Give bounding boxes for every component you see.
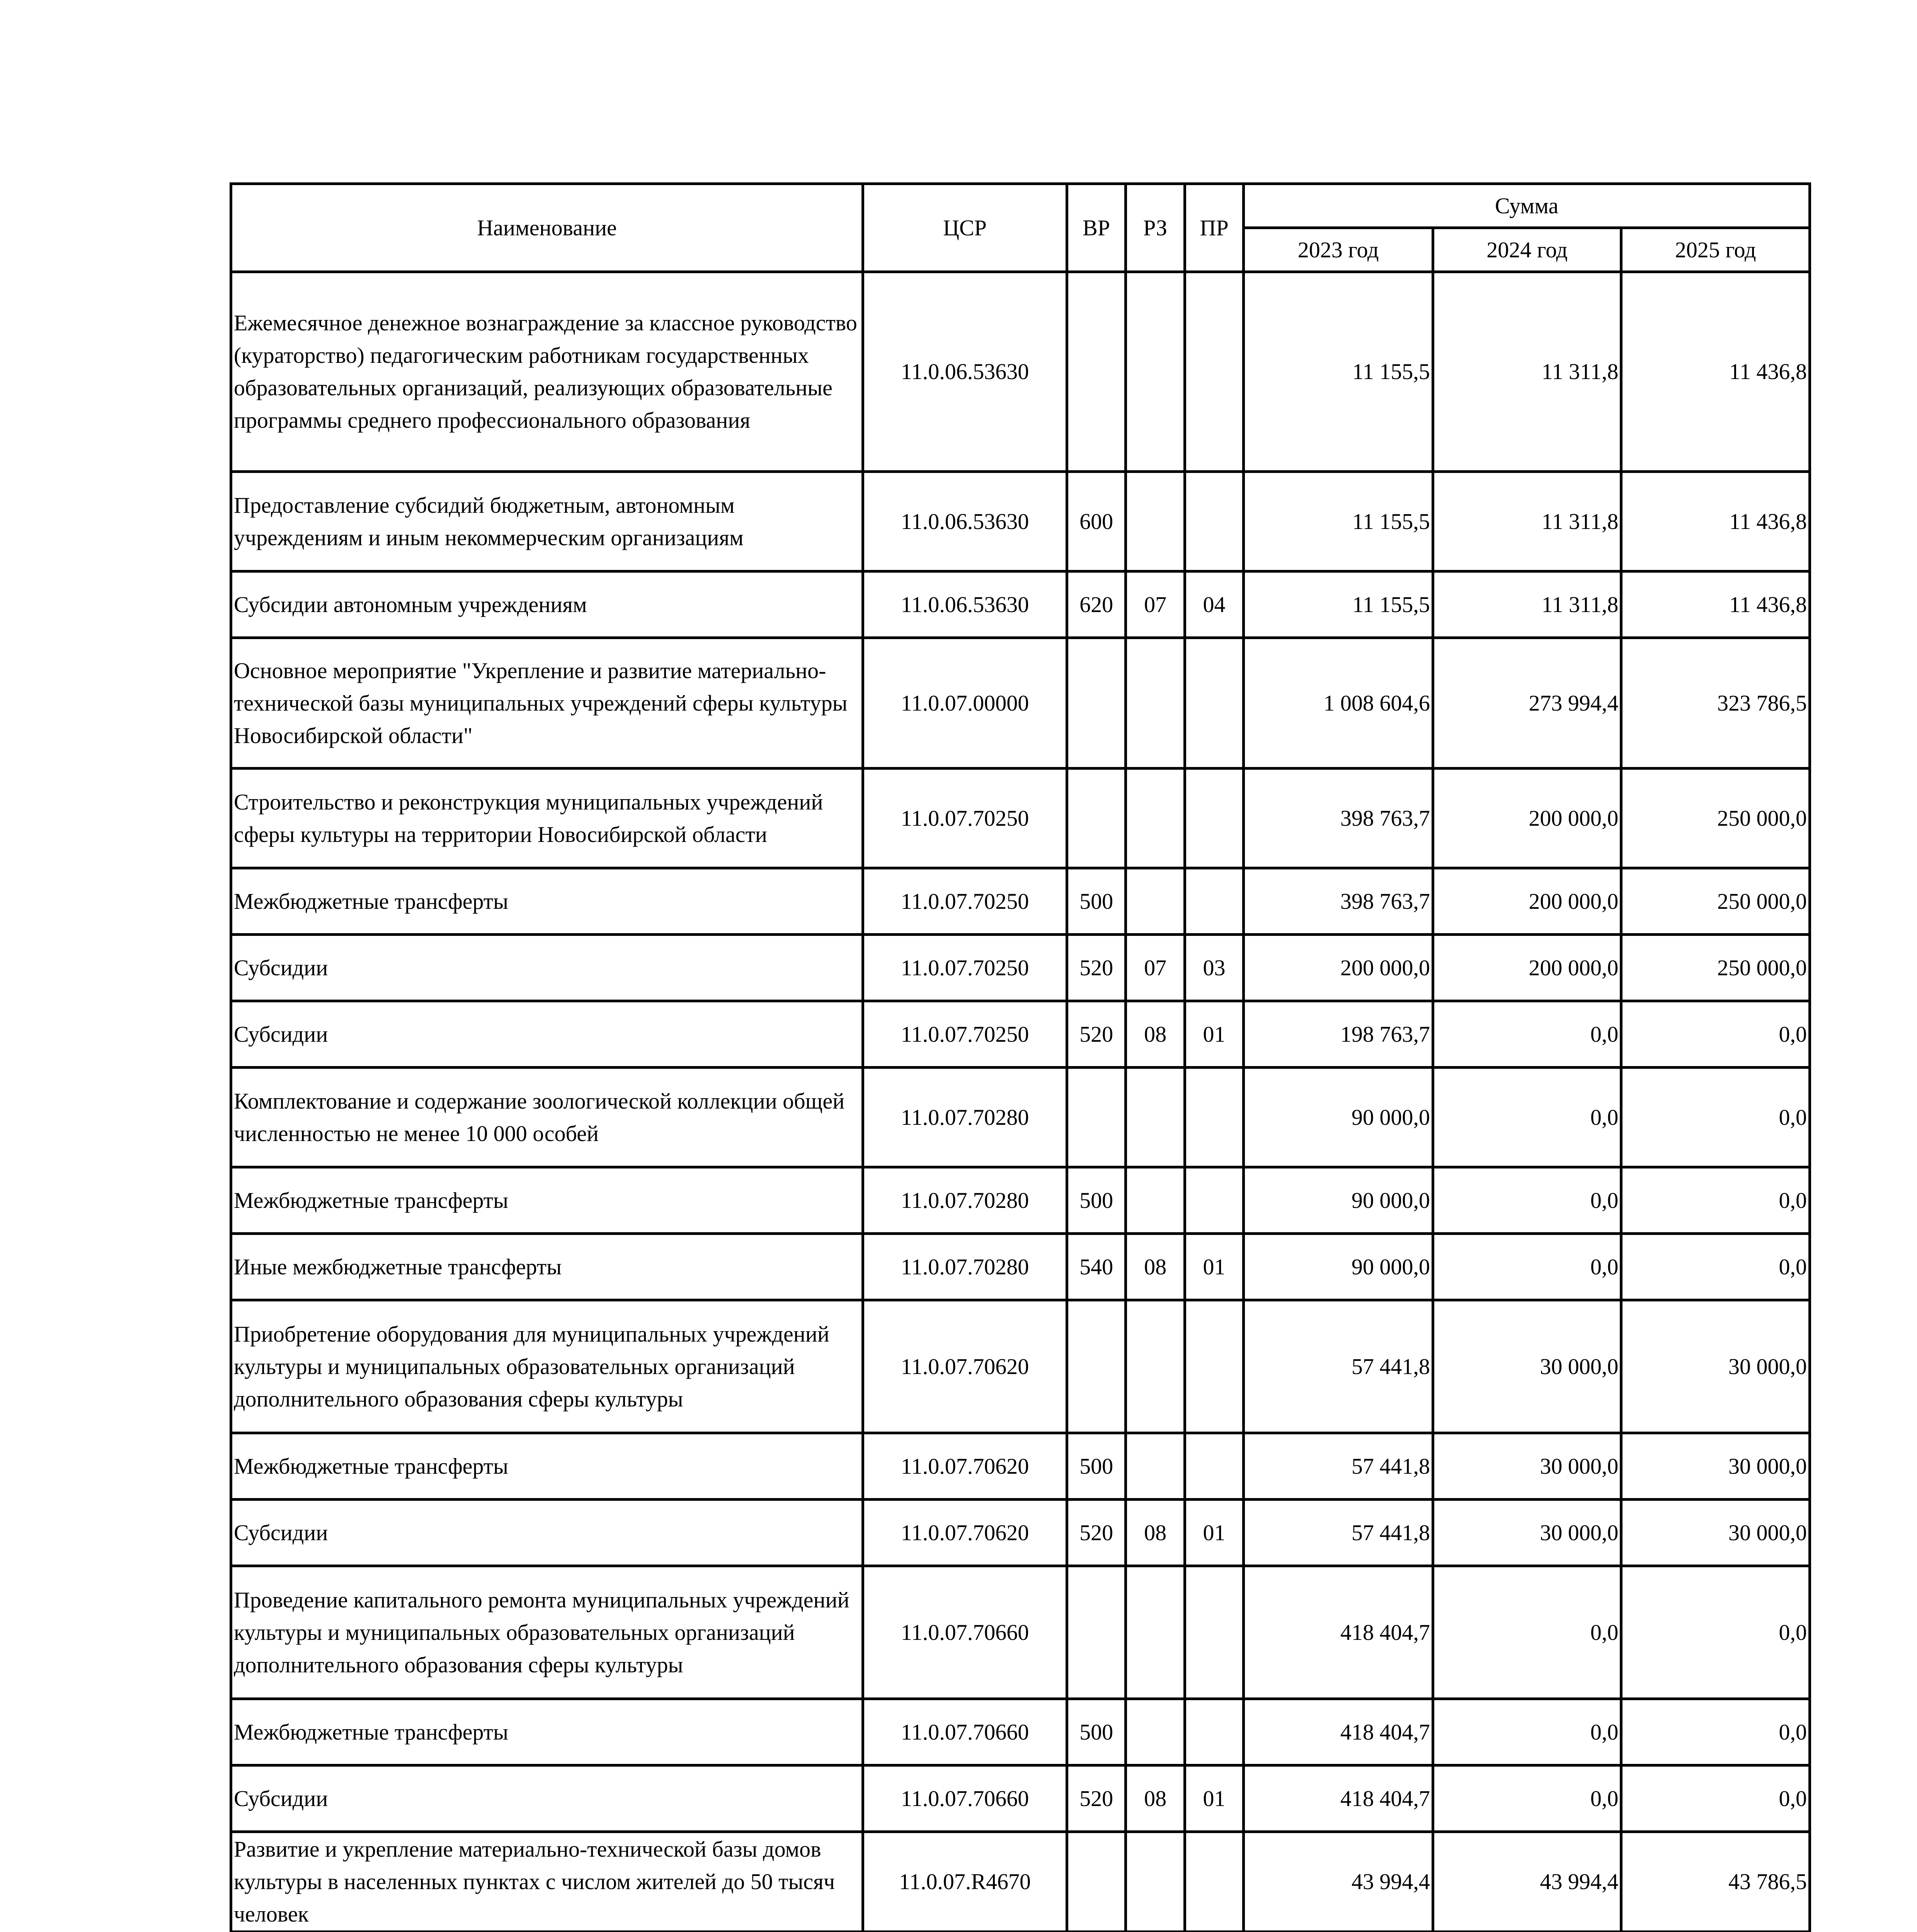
cell-rz (1126, 272, 1185, 472)
cell-csr: 11.0.07.70660 (863, 1765, 1067, 1832)
table-row (231, 1433, 1810, 1500)
cell-pr (1185, 1566, 1243, 1699)
cell-csr: 11.0.07.R4670 (863, 1832, 1067, 1932)
header-sum: Сумма (1244, 184, 1810, 228)
cell-pr (1185, 1832, 1243, 1932)
cell-rz: 08 (1126, 1500, 1185, 1566)
table-row (231, 1167, 1810, 1234)
cell-2023: 11 155,5 (1244, 472, 1433, 571)
cell-2024: 0,0 (1433, 1765, 1621, 1832)
cell-name: Комплектование и содержание зоологической коллекции общей численностью не менее 10 000 особей (231, 1068, 863, 1167)
cell-2024: 0,0 (1433, 1167, 1621, 1234)
cell-name: Развитие и укрепление материально-технической базы домов культуры в населенных пунктах с числом жителей до 50 тысяч человек (231, 1832, 863, 1932)
cell-2023: 198 763,7 (1244, 1001, 1433, 1068)
cell-2025: 0,0 (1621, 1234, 1810, 1300)
cell-pr: 01 (1185, 1765, 1243, 1832)
header-csr: ЦСР (863, 184, 1067, 272)
cell-2023: 1 008 604,6 (1244, 638, 1433, 769)
cell-name: Субсидии (231, 935, 863, 1001)
cell-2024: 200 000,0 (1433, 868, 1621, 935)
cell-2023: 90 000,0 (1244, 1234, 1433, 1300)
cell-pr (1185, 1068, 1243, 1167)
cell-vr: 540 (1067, 1234, 1125, 1300)
cell-csr: 11.0.07.70250 (863, 769, 1067, 868)
cell-2024: 11 311,8 (1433, 571, 1621, 638)
header-year-2023: 2023 год (1244, 228, 1433, 272)
cell-name: Основное мероприятие "Укрепление и развитие материально-технической базы муниципальных учреждений сферы культуры Новосибирской области" (231, 638, 863, 769)
cell-name: Субсидии автономным учреждениям (231, 571, 863, 638)
table-row (231, 638, 1810, 769)
cell-name: Межбюджетные трансферты (231, 1433, 863, 1500)
cell-rz (1126, 1167, 1185, 1234)
cell-pr (1185, 1300, 1243, 1433)
cell-vr: 520 (1067, 1001, 1125, 1068)
cell-2023: 90 000,0 (1244, 1167, 1433, 1234)
cell-rz (1126, 1832, 1185, 1932)
cell-2023: 90 000,0 (1244, 1068, 1433, 1167)
cell-2025: 250 000,0 (1621, 935, 1810, 1001)
cell-2025: 43 786,5 (1621, 1832, 1810, 1932)
cell-2023: 398 763,7 (1244, 769, 1433, 868)
table-row (231, 272, 1810, 472)
cell-2023: 11 155,5 (1244, 571, 1433, 638)
table-row (231, 1832, 1810, 1932)
cell-2025: 0,0 (1621, 1068, 1810, 1167)
header-year-2025: 2025 год (1621, 228, 1810, 272)
table-body (231, 272, 1810, 1932)
cell-rz (1126, 1068, 1185, 1167)
cell-2024: 0,0 (1433, 1699, 1621, 1765)
table-row (231, 935, 1810, 1001)
cell-2025: 0,0 (1621, 1699, 1810, 1765)
cell-vr (1067, 1300, 1125, 1433)
cell-name: Межбюджетные трансферты (231, 1699, 863, 1765)
cell-rz: 08 (1126, 1765, 1185, 1832)
table-row (231, 472, 1810, 571)
cell-rz (1126, 638, 1185, 769)
cell-csr: 11.0.07.00000 (863, 638, 1067, 769)
cell-rz: 07 (1126, 935, 1185, 1001)
cell-pr (1185, 1433, 1243, 1500)
cell-name: Строительство и реконструкция муниципальных учреждений сферы культуры на территории Новосибирской области (231, 769, 863, 868)
cell-vr: 500 (1067, 1167, 1125, 1234)
cell-name: Ежемесячное денежное вознаграждение за классное руководство (кураторство) педагогическим работникам государственных образовательных организаций, реализующих образовательные программы среднего профессионального образования (231, 272, 863, 472)
cell-2025: 11 436,8 (1621, 571, 1810, 638)
cell-rz: 07 (1126, 571, 1185, 638)
cell-2023: 11 155,5 (1244, 272, 1433, 472)
cell-csr: 11.0.07.70280 (863, 1068, 1067, 1167)
table-row (231, 1566, 1810, 1699)
cell-2024: 200 000,0 (1433, 935, 1621, 1001)
cell-name: Межбюджетные трансферты (231, 1167, 863, 1234)
cell-vr (1067, 1832, 1125, 1932)
cell-vr (1067, 1068, 1125, 1167)
cell-2024: 30 000,0 (1433, 1500, 1621, 1566)
cell-name: Субсидии (231, 1500, 863, 1566)
cell-vr (1067, 272, 1125, 472)
cell-2024: 0,0 (1433, 1001, 1621, 1068)
table-row (231, 769, 1810, 868)
cell-2025: 0,0 (1621, 1566, 1810, 1699)
cell-2024: 0,0 (1433, 1566, 1621, 1699)
cell-2025: 11 436,8 (1621, 472, 1810, 571)
header-vr: ВР (1067, 184, 1125, 272)
table-row (231, 1765, 1810, 1832)
cell-2025: 250 000,0 (1621, 769, 1810, 868)
cell-pr (1185, 868, 1243, 935)
cell-name: Приобретение оборудования для муниципальных учреждений культуры и муниципальных образовательных организаций дополнительного образования сферы культуры (231, 1300, 863, 1433)
cell-vr: 500 (1067, 1699, 1125, 1765)
cell-csr: 11.0.07.70250 (863, 868, 1067, 935)
cell-2025: 30 000,0 (1621, 1433, 1810, 1500)
cell-2024: 11 311,8 (1433, 472, 1621, 571)
cell-2025: 30 000,0 (1621, 1300, 1810, 1433)
cell-rz (1126, 472, 1185, 571)
cell-2023: 418 404,7 (1244, 1699, 1433, 1765)
cell-2023: 43 994,4 (1244, 1832, 1433, 1932)
cell-2024: 30 000,0 (1433, 1300, 1621, 1433)
cell-2024: 30 000,0 (1433, 1433, 1621, 1500)
header-year-2024: 2024 год (1433, 228, 1621, 272)
cell-name: Межбюджетные трансферты (231, 868, 863, 935)
cell-pr (1185, 1699, 1243, 1765)
cell-csr: 11.0.06.53630 (863, 472, 1067, 571)
cell-vr (1067, 1566, 1125, 1699)
cell-pr (1185, 472, 1243, 571)
cell-pr (1185, 638, 1243, 769)
cell-pr (1185, 272, 1243, 472)
cell-2025: 30 000,0 (1621, 1500, 1810, 1566)
cell-2023: 57 441,8 (1244, 1500, 1433, 1566)
cell-vr (1067, 769, 1125, 868)
cell-2023: 418 404,7 (1244, 1566, 1433, 1699)
cell-csr: 11.0.07.70660 (863, 1699, 1067, 1765)
cell-pr (1185, 769, 1243, 868)
cell-2025: 0,0 (1621, 1167, 1810, 1234)
cell-vr: 500 (1067, 1433, 1125, 1500)
cell-2023: 57 441,8 (1244, 1433, 1433, 1500)
cell-csr: 11.0.07.70620 (863, 1300, 1067, 1433)
cell-csr: 11.0.07.70620 (863, 1433, 1067, 1500)
cell-rz (1126, 769, 1185, 868)
cell-name: Проведение капитального ремонта муниципальных учреждений культуры и муниципальных образовательных организаций дополнительного образования сферы культуры (231, 1566, 863, 1699)
table-row (231, 1500, 1810, 1566)
table-row (231, 1234, 1810, 1300)
cell-name: Субсидии (231, 1765, 863, 1832)
cell-2024: 43 994,4 (1433, 1832, 1621, 1932)
cell-vr: 520 (1067, 935, 1125, 1001)
cell-rz (1126, 1300, 1185, 1433)
header-name: Наименование (231, 184, 863, 272)
cell-2023: 398 763,7 (1244, 868, 1433, 935)
cell-2024: 200 000,0 (1433, 769, 1621, 868)
table-row (231, 1001, 1810, 1068)
cell-csr: 11.0.06.53630 (863, 272, 1067, 472)
cell-csr: 11.0.07.70660 (863, 1566, 1067, 1699)
cell-vr: 520 (1067, 1765, 1125, 1832)
cell-rz: 08 (1126, 1001, 1185, 1068)
cell-vr: 520 (1067, 1500, 1125, 1566)
table-row (231, 1699, 1810, 1765)
cell-name: Иные межбюджетные трансферты (231, 1234, 863, 1300)
cell-vr: 500 (1067, 868, 1125, 935)
cell-2024: 273 994,4 (1433, 638, 1621, 769)
cell-csr: 11.0.07.70620 (863, 1500, 1067, 1566)
cell-vr: 600 (1067, 472, 1125, 571)
cell-2025: 11 436,8 (1621, 272, 1810, 472)
table-row (231, 1068, 1810, 1167)
cell-pr: 03 (1185, 935, 1243, 1001)
cell-2024: 0,0 (1433, 1068, 1621, 1167)
cell-rz (1126, 868, 1185, 935)
cell-csr: 11.0.07.70250 (863, 935, 1067, 1001)
cell-csr: 11.0.06.53630 (863, 571, 1067, 638)
cell-vr (1067, 638, 1125, 769)
budget-table (230, 182, 1811, 1932)
header-rz: РЗ (1126, 184, 1185, 272)
cell-2023: 57 441,8 (1244, 1300, 1433, 1433)
cell-rz: 08 (1126, 1234, 1185, 1300)
cell-pr: 01 (1185, 1234, 1243, 1300)
cell-2023: 200 000,0 (1244, 935, 1433, 1001)
cell-rz (1126, 1566, 1185, 1699)
table-row (231, 1300, 1810, 1433)
cell-csr: 11.0.07.70280 (863, 1167, 1067, 1234)
table-row (231, 571, 1810, 638)
cell-name: Субсидии (231, 1001, 863, 1068)
cell-pr: 01 (1185, 1500, 1243, 1566)
cell-2025: 250 000,0 (1621, 868, 1810, 935)
cell-rz (1126, 1699, 1185, 1765)
cell-pr (1185, 1167, 1243, 1234)
cell-rz (1126, 1433, 1185, 1500)
cell-pr: 01 (1185, 1001, 1243, 1068)
cell-vr: 620 (1067, 571, 1125, 638)
cell-2024: 11 311,8 (1433, 272, 1621, 472)
cell-2025: 323 786,5 (1621, 638, 1810, 769)
cell-pr: 04 (1185, 571, 1243, 638)
cell-2025: 0,0 (1621, 1001, 1810, 1068)
cell-2023: 418 404,7 (1244, 1765, 1433, 1832)
cell-name: Предоставление субсидий бюджетным, автономным учреждениям и иным некоммерческим организациям (231, 472, 863, 571)
header-pr: ПР (1185, 184, 1243, 272)
cell-2024: 0,0 (1433, 1234, 1621, 1300)
cell-csr: 11.0.07.70280 (863, 1234, 1067, 1300)
cell-2025: 0,0 (1621, 1765, 1810, 1832)
table-row (231, 868, 1810, 935)
cell-csr: 11.0.07.70250 (863, 1001, 1067, 1068)
